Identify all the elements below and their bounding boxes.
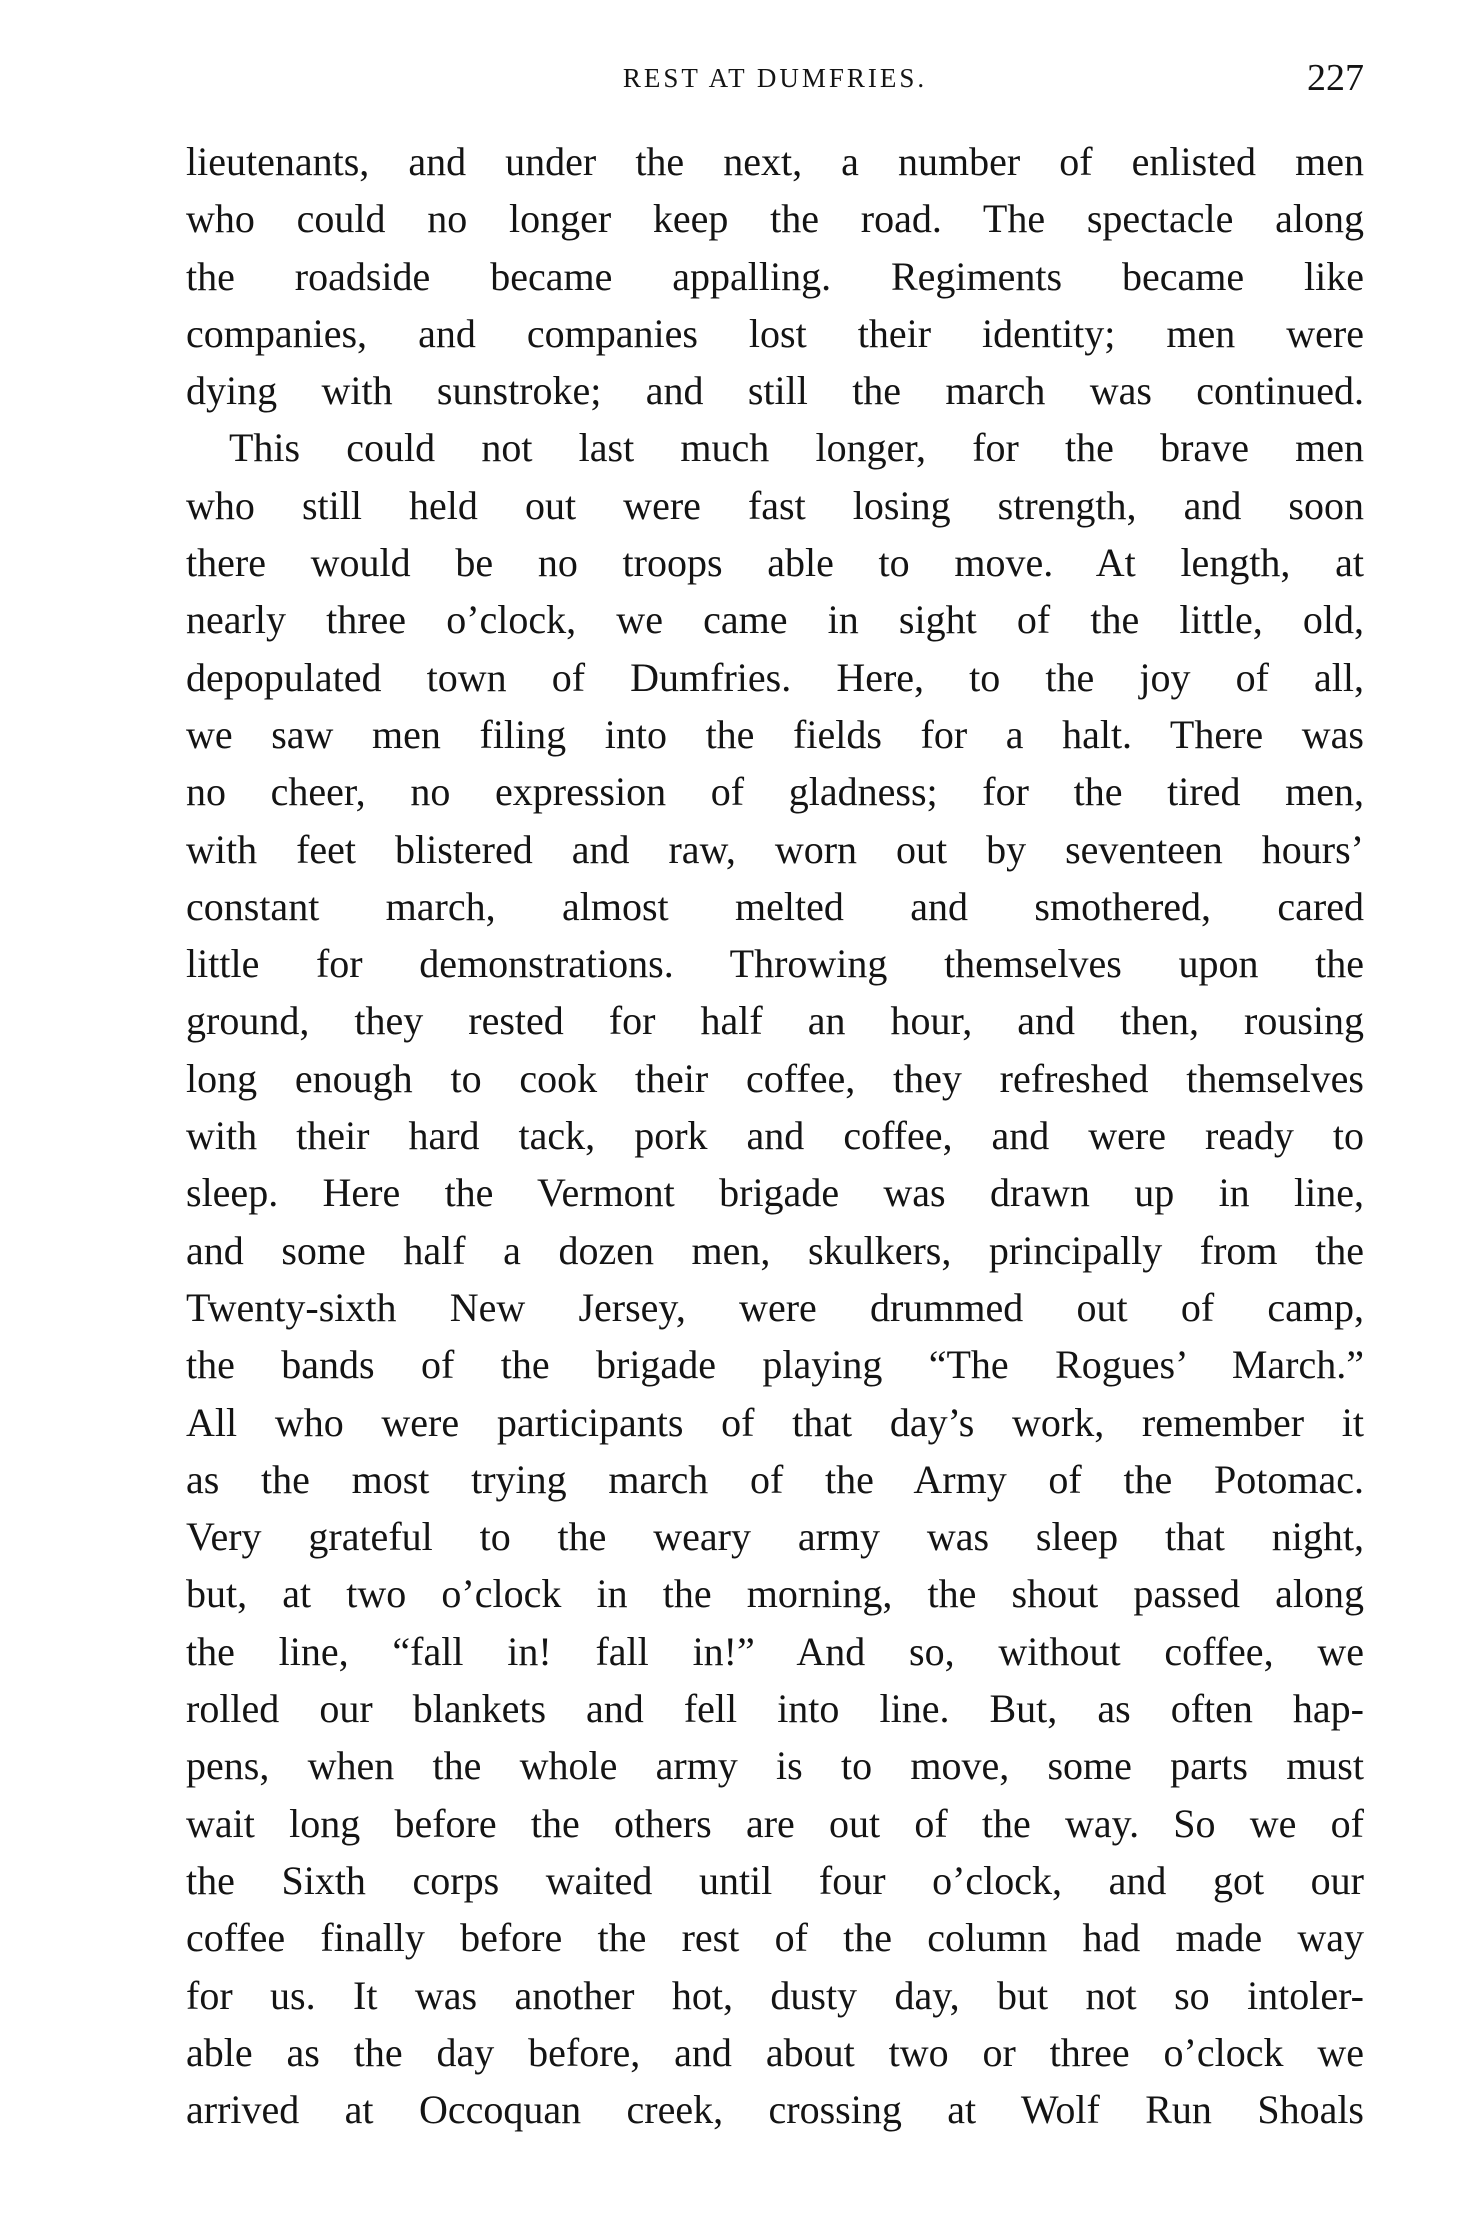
- text-line: companies, and companies lost their identity; men were: [186, 310, 1364, 356]
- text-line: with their hard tack, pork and coffee, and were ready to: [186, 1113, 1364, 1159]
- text-line: who could no longer keep the road. The spectacle along: [186, 196, 1364, 242]
- text-line: long enough to cook their coffee, they refreshed themselves: [186, 1055, 1364, 1101]
- body-text: [186, 133, 1364, 2138]
- text-line: able as the day before, and about two or three o’clock we: [186, 2029, 1364, 2075]
- text-line: no cheer, no expression of gladness; for the tired men,: [186, 769, 1364, 815]
- text-line: lieutenants, and under the next, a number of enlisted men: [186, 139, 1364, 184]
- text-line: depopulated town of Dumfries. Here, to the joy of all,: [186, 654, 1364, 700]
- text-line: as the most trying march of the Army of the Potomac.: [186, 1456, 1364, 1502]
- text-line: pens, when the whole army is to move, some parts must: [186, 1743, 1364, 1789]
- text-line: the line, “fall in! fall in!” And so, without coffee, we: [186, 1628, 1364, 1674]
- text-line: constant march, almost melted and smothered, cared: [186, 883, 1364, 929]
- text-line: wait long before the others are out of the way. So we of: [186, 1800, 1364, 1846]
- text-line: but, at two o’clock in the morning, the shout passed along: [186, 1571, 1364, 1617]
- text-line: Very grateful to the weary army was sleep that night,: [186, 1514, 1364, 1560]
- text-line: and some half a dozen men, skulkers, principally from the: [186, 1227, 1364, 1273]
- page-number: 227: [1307, 57, 1364, 99]
- text-line: ground, they rested for half an hour, and then, rousing: [186, 998, 1364, 1044]
- text-line: the bands of the brigade playing “The Rogues’ March.”: [186, 1342, 1364, 1388]
- text-line: we saw men filing into the fields for a halt. There was: [186, 711, 1364, 757]
- text-line: All who were participants of that day’s work, remember it: [186, 1399, 1364, 1445]
- text-line: with feet blistered and raw, worn out by seventeen hours’: [186, 826, 1364, 872]
- running-title: REST AT DUMFRIES.: [622, 63, 928, 93]
- text-line: who still held out were fast losing strength, and soon: [186, 482, 1364, 528]
- text-line: rolled our blankets and fell into line. But, as often hap-: [186, 1686, 1364, 1732]
- text-line: dying with sunstroke; and still the march was continued.: [186, 368, 1364, 414]
- text-line: there would be no troops able to move. At length, at: [186, 540, 1364, 586]
- text-line: the Sixth corps waited until four o’clock, and got our: [186, 1857, 1364, 1903]
- text-line: the roadside became appalling. Regiments became like: [186, 253, 1364, 299]
- text-line: little for demonstrations. Throwing themselves upon the: [186, 941, 1364, 987]
- text-line: sleep. Here the Vermont brigade was drawn up in line,: [186, 1170, 1364, 1216]
- text-line: arrived at Occoquan creek, crossing at Wolf Run Shoals: [186, 2087, 1364, 2133]
- text-line: Twenty-sixth New Jersey, were drummed out of camp,: [186, 1284, 1364, 1330]
- text-line: nearly three o’clock, we came in sight of the little, old,: [186, 597, 1364, 643]
- text-line: This could not last much longer, for the brave men: [229, 425, 1364, 471]
- text-line: for us. It was another hot, dusty day, but not so intoler-: [186, 1972, 1364, 2018]
- running-head: [186, 48, 1364, 108]
- text-line: coffee finally before the rest of the column had made way: [186, 1915, 1364, 1961]
